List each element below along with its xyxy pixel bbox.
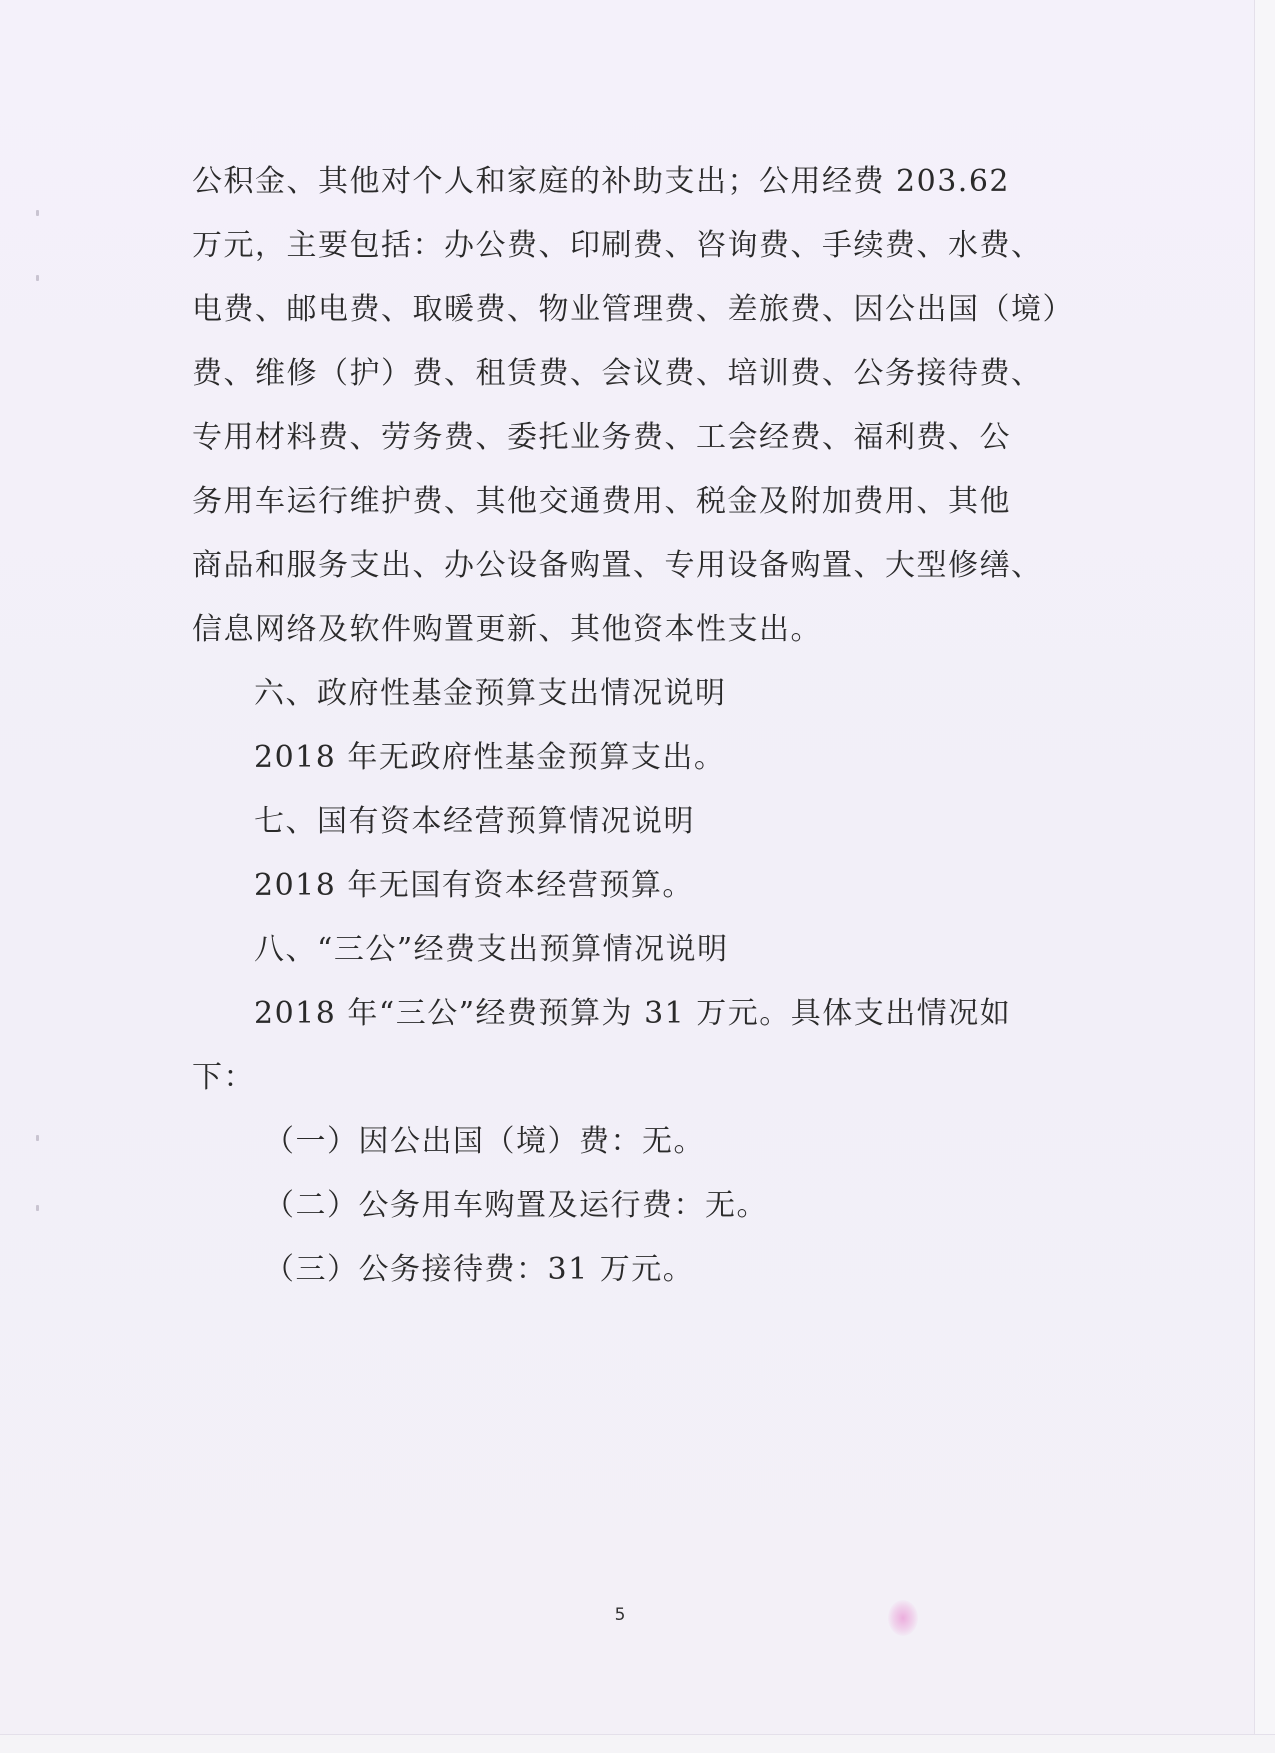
body-text-line: 费、维修（护）费、租赁费、会议费、培训费、公务接待费、 (192, 356, 1043, 391)
body-text-line: 信息网络及软件购置更新、其他资本性支出。 (192, 612, 822, 647)
section-eight-body: 2018 年“三公”经费预算为 31 万元。具体支出情况如 (254, 996, 1012, 1031)
page-number: 5 (614, 1605, 626, 1625)
section-seven-body: 2018 年无国有资本经营预算。 (254, 868, 694, 903)
section-seven-heading: 七、国有资本经营预算情况说明 (254, 804, 695, 839)
body-text-line: 电费、邮电费、取暖费、物业管理费、差旅费、因公出国（境） (192, 292, 1074, 327)
body-text-line: 商品和服务支出、办公设备购置、专用设备购置、大型修缮、 (192, 548, 1043, 583)
body-text-line: 公积金、其他对个人和家庭的补助支出；公用经费 203.62 (192, 164, 1011, 199)
binding-hole-mark (36, 1205, 39, 1211)
page-edge-right (1254, 0, 1275, 1753)
document-body (192, 150, 1074, 1302)
section-eight-body-continued: 下： (192, 1060, 255, 1095)
body-text-line: 万元，主要包括：办公费、印刷费、咨询费、手续费、水费、 (192, 228, 1043, 263)
section-eight-heading: 八、“三公”经费支出预算情况说明 (254, 932, 729, 967)
binding-hole-mark (36, 1135, 39, 1141)
body-text-line: 务用车运行维护费、其他交通费用、税金及附加费用、其他 (192, 484, 1011, 519)
list-item: （一）因公出国（境）费：无。 (264, 1124, 705, 1159)
page-edge-bottom (0, 1734, 1275, 1753)
section-six-body: 2018 年无政府性基金预算支出。 (254, 740, 726, 775)
body-text-line: 专用材料费、劳务费、委托业务费、工会经费、福利费、公 (192, 420, 1011, 455)
ink-smudge (888, 1600, 918, 1636)
list-item: （三）公务接待费：31 万元。 (264, 1252, 695, 1287)
binding-hole-mark (36, 210, 39, 216)
section-six-heading: 六、政府性基金预算支出情况说明 (254, 676, 727, 711)
binding-hole-mark (36, 275, 39, 281)
list-item: （二）公务用车购置及运行费：无。 (264, 1188, 768, 1223)
